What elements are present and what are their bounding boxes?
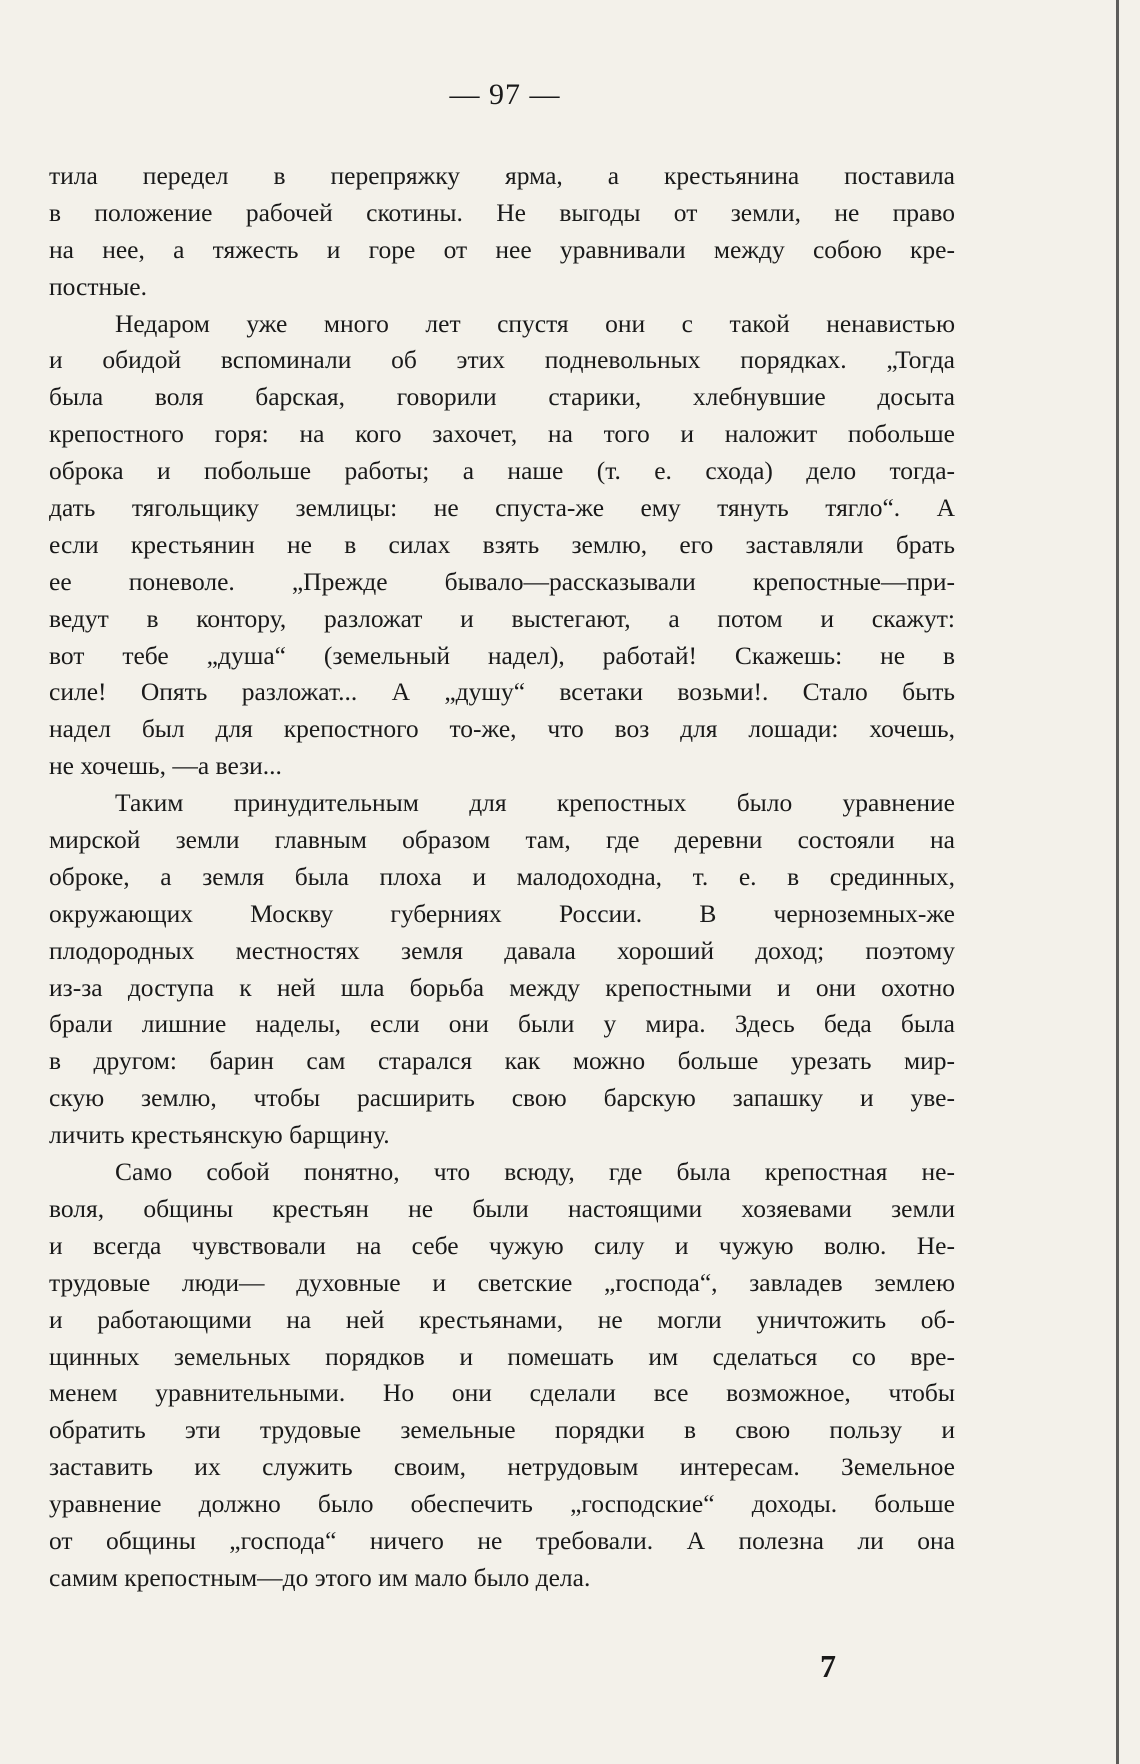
text-line: трудовые люди— духовные и светские „господа“, завладев землею bbox=[49, 1267, 955, 1297]
text-line: обратить эти трудовые земельные порядки в свою пользу и bbox=[49, 1415, 955, 1445]
text-line: оброке, а земля была плоха и малодоходна, т. е. в срединных, bbox=[49, 861, 955, 891]
text-line: в положение рабочей скотины. Не выгоды от земли, не право bbox=[49, 197, 955, 227]
page-number: — 97 — bbox=[449, 78, 561, 111]
text-line: крепостного горя: на кого захочет, на того и наложит побольше bbox=[49, 419, 955, 449]
text-line: мирской земли главным образом там, где деревни состояли на bbox=[49, 825, 955, 855]
text-line: оброка и побольше работы; а наше (т. е. схода) дело тогда- bbox=[49, 456, 955, 486]
text-line: не хочешь, —а вези... bbox=[49, 751, 282, 781]
text-line: на нее, а тяжесть и горе от нее уравнивали между собою кре- bbox=[49, 234, 955, 264]
text-line: скую землю, чтобы расширить свою барскую запашку и уве- bbox=[49, 1083, 955, 1113]
text-line: постные. bbox=[49, 271, 147, 301]
text-line: тила передел в перепряжку ярма, а крестьянина поставила bbox=[49, 161, 955, 190]
text-line: ведут в контору, разложат и выстегают, а потом и скажут: bbox=[49, 603, 955, 633]
text-line: брали лишние наделы, если они были у мира. Здесь беда была bbox=[49, 1009, 955, 1039]
text-line: дать тягольщику землицы: не спуста-же ему тянуть тягло“. А bbox=[49, 493, 955, 523]
text-line: самим крепостным—до этого им мало было дела. bbox=[49, 1562, 591, 1592]
text-line: Таким принудительным для крепостных было уравнение bbox=[115, 788, 955, 818]
text-line: уравнение должно было обеспечить „господские“ доходы. больше bbox=[49, 1489, 955, 1519]
text-line: ее поневоле. „Прежде бывало—рассказывали крепостные—при- bbox=[49, 566, 955, 596]
text-line: если крестьянин не в силах взять землю, его заставляли брать bbox=[49, 529, 955, 559]
text-line: надел был для крепостного то-же, что воз для лошади: хочешь, bbox=[49, 714, 955, 744]
text-line: плодородных местностях земля давала хороший доход; поэтому bbox=[49, 935, 955, 965]
text-line: в другом: барин сам старался как можно больше урезать мир- bbox=[49, 1046, 955, 1076]
text-line: вот тебе „душа“ (земельный надел), работай! Скажешь: не в bbox=[49, 640, 955, 670]
text-line: заставить их служить своим, нетрудовым интересам. Земельное bbox=[49, 1452, 955, 1482]
text-line: Само собой понятно, что всюду, где была крепостная не- bbox=[115, 1157, 955, 1187]
text-line: Недаром уже много лет спустя они с такой ненавистью bbox=[115, 308, 955, 338]
body-text bbox=[49, 158, 955, 1597]
text-line: менем уравнительными. Но они сделали все возможное, чтобы bbox=[49, 1378, 955, 1408]
text-line: и работающими на ней крестьянами, не могли уничтожить об- bbox=[49, 1304, 955, 1334]
text-line: и всегда чувствовали на себе чужую силу и чужую волю. Не- bbox=[49, 1230, 955, 1260]
text-line: от общины „господа“ ничего не требовали. А полезна ли она bbox=[49, 1525, 955, 1555]
text-line: воля, общины крестьян не были настоящими хозяевами земли bbox=[49, 1193, 955, 1223]
text-line: и обидой вспоминали об этих подневольных порядках. „Тогда bbox=[49, 345, 955, 375]
text-line: щинных земельных порядков и помешать им сделаться со вре- bbox=[49, 1341, 955, 1371]
text-line: силе! Опять разложат... А „душу“ всетаки возьми!. Стало быть bbox=[49, 677, 955, 707]
text-line: личить крестьянскую барщину. bbox=[49, 1120, 390, 1150]
printer-signature-mark: 7 bbox=[820, 1648, 836, 1684]
page-edge-divider bbox=[1116, 0, 1119, 1764]
text-line: была воля барская, говорили старики, хлебнувшие досыта bbox=[49, 382, 955, 412]
text-line: из-за доступа к ней шла борьба между крепостными и они охотно bbox=[49, 972, 955, 1002]
text-line: окружающих Москву губерниях России. В черноземных-же bbox=[49, 898, 955, 928]
